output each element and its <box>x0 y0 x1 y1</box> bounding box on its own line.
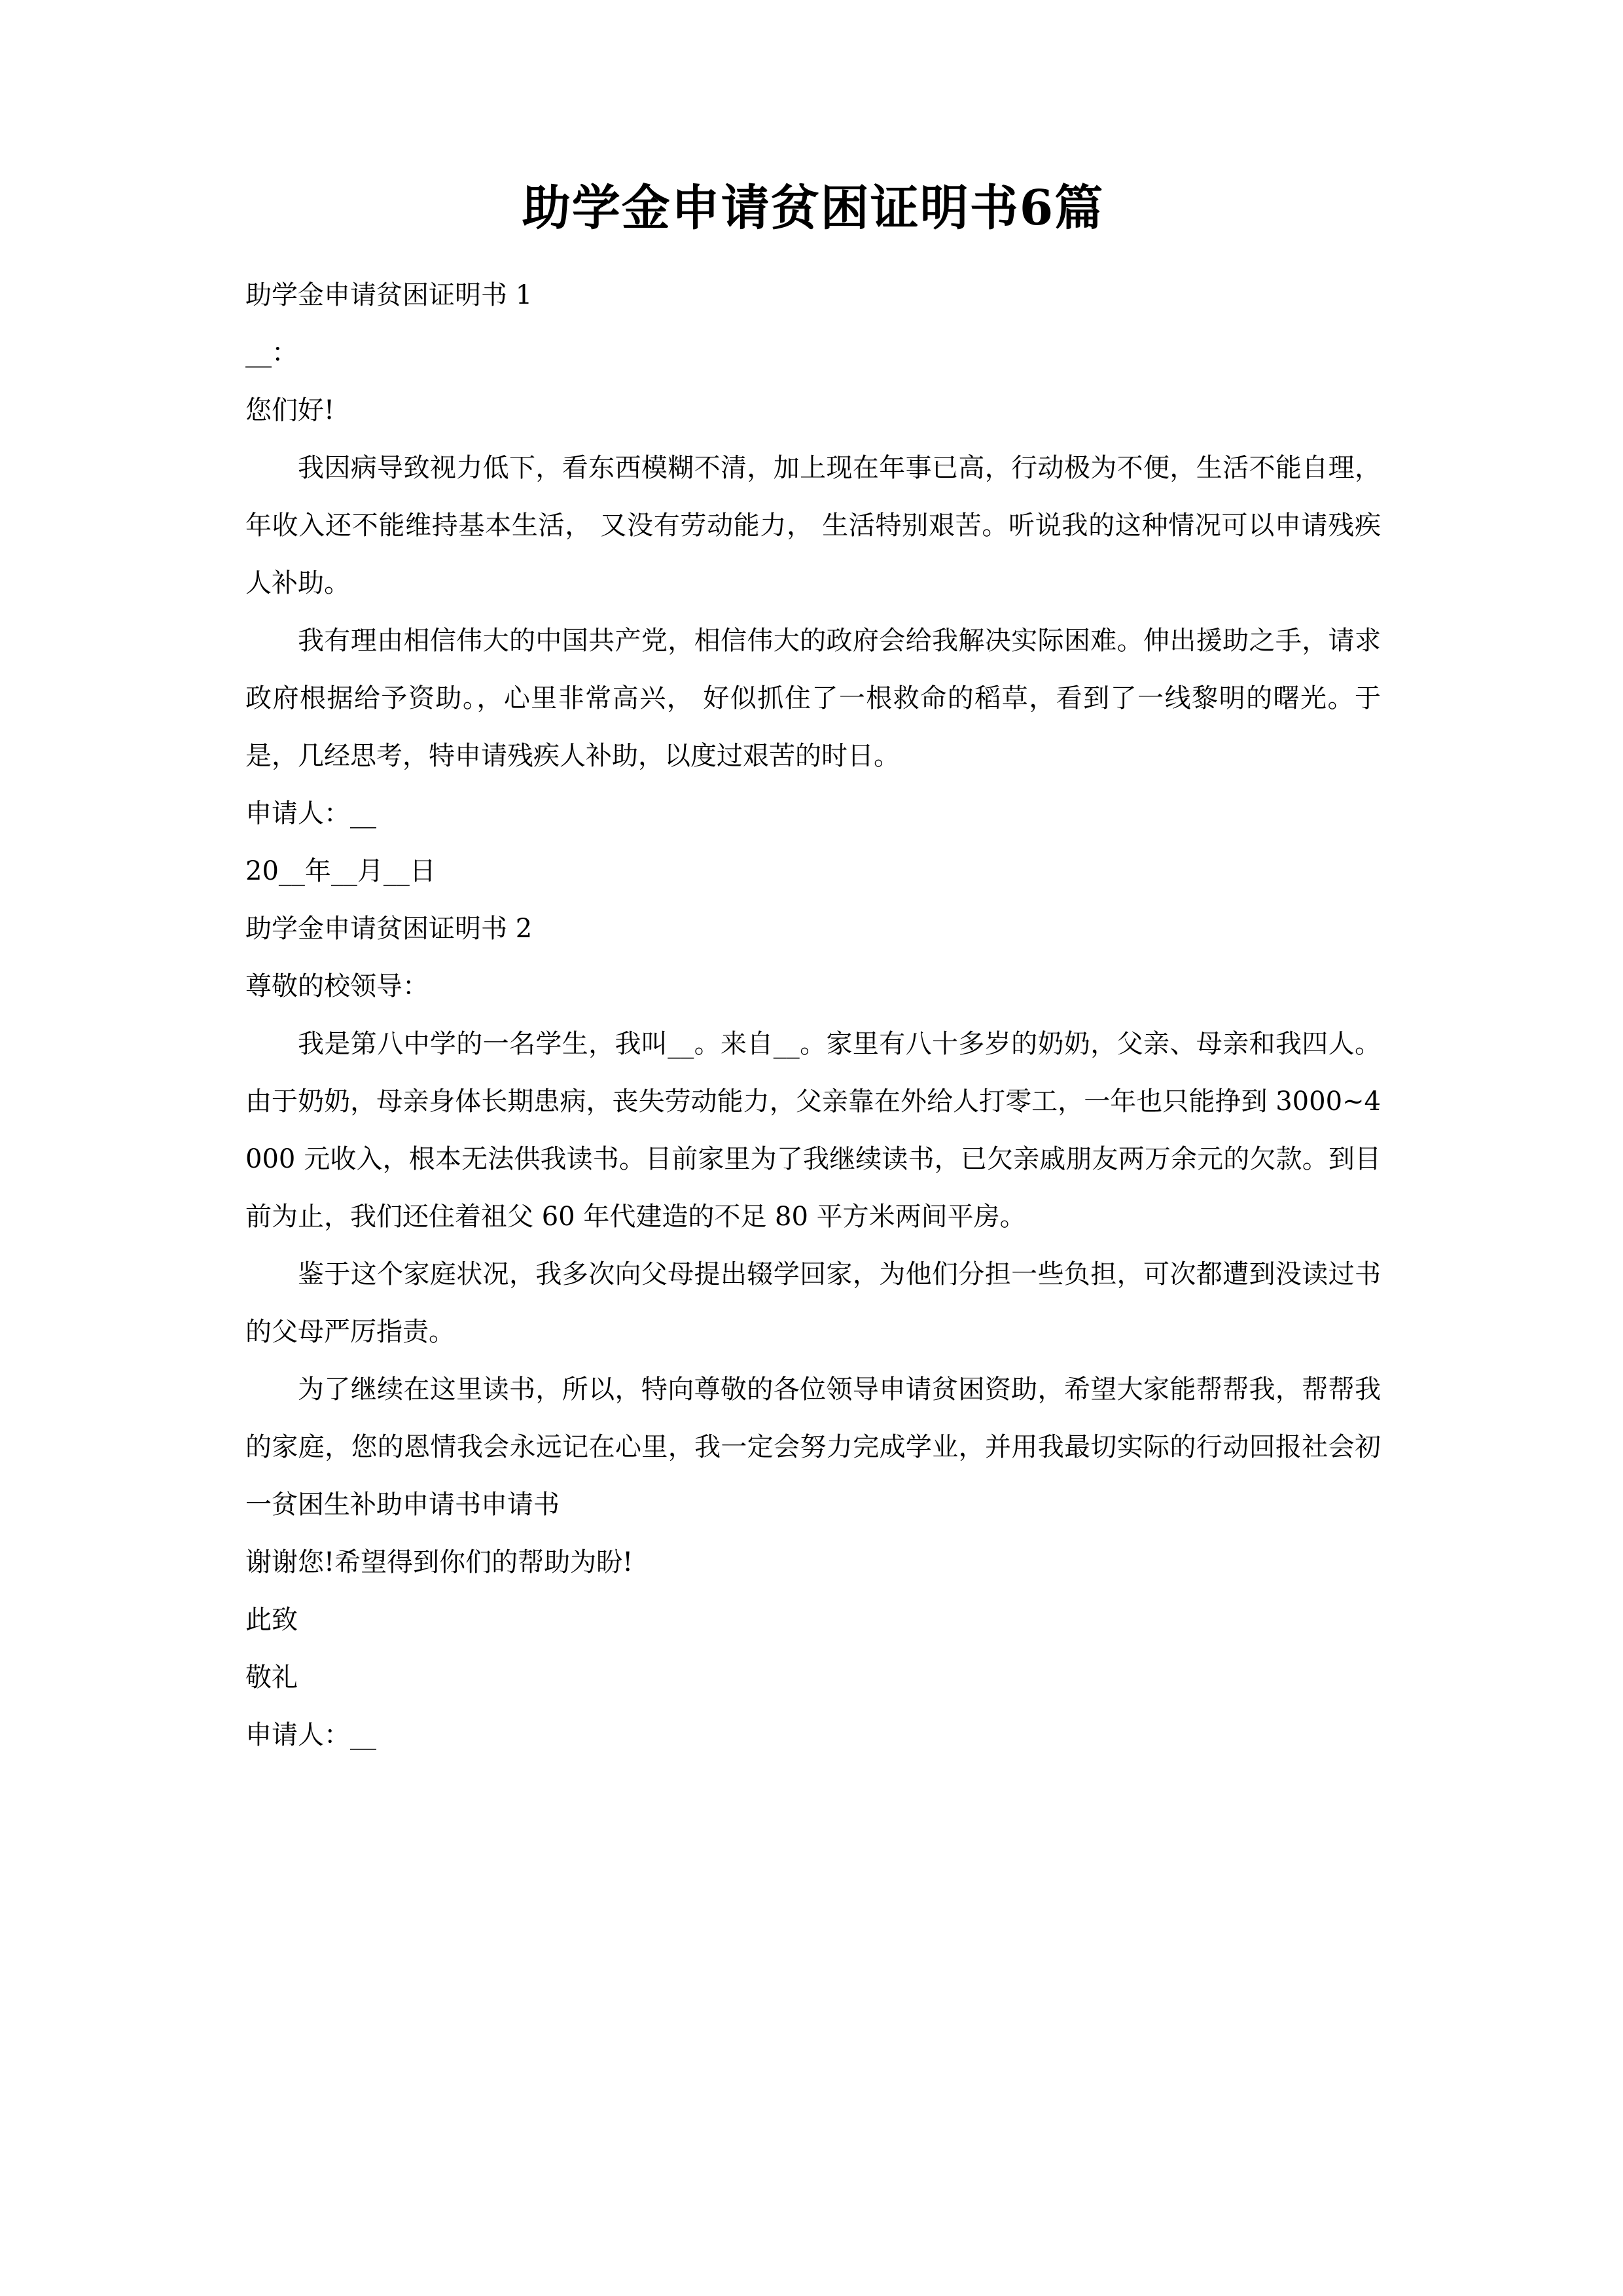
section-2-closing-2: 敬礼 <box>245 1662 298 1693</box>
document-body <box>245 266 1389 1764</box>
section-2-paragraph-2: 鉴于这个家庭状况，我多次向父母提出辍学回家，为他们分担一些负担，可次都遭到没读过书的父母严厉指责。 <box>245 1259 1381 1347</box>
section-2-paragraph-1: 我是第八中学的一名学生，我叫__。来自__。家里有八十多岁的奶奶，父亲、母亲和我四人。由于奶奶，母亲身体长期患病，丧失劳动能力，父亲靠在外给人打零工，一年也只能挣到 3000~4000 元收入，根本无法供我读书。目前家里为了我继续读书，已欠亲戚朋友两万余元的欠款。到目前为止，我们还住着祖父 60 年代建造的不足 80 平方米两间平房。 <box>245 1028 1381 1232</box>
section-2-paragraph-3: 为了继续在这里读书，所以，特向尊敬的各位领导申请贫困资助，希望大家能帮帮我，帮帮我的家庭，您的恩情我会永远记在心里，我一定会努力完成学业，并用我最切实际的行动回报社会初一贫困生补助申请书申请书 <box>245 1374 1381 1520</box>
section-1-paragraph-2: 我有理由相信伟大的中国共产党，相信伟大的政府会给我解决实际困难。伸出援助之手，请求政府根据给予资助。，心里非常高兴， 好似抓住了一根救命的稻草，看到了一线黎明的曙光。于是，几经思考，特申请残疾人补助，以度过艰苦的时日。 <box>245 625 1381 771</box>
title-spacer <box>245 239 1381 266</box>
section-1-greeting: 您们好! <box>245 395 335 425</box>
section-1-date: 20__年__月__日 <box>245 855 436 886</box>
section-1-heading: 助学金申请贫困证明书 1 <box>245 279 533 310</box>
section-2-closing-1: 此致 <box>245 1604 298 1635</box>
section-2-applicant: 申请人：__ <box>245 1719 376 1750</box>
section-2-thanks: 谢谢您!希望得到你们的帮助为盼! <box>245 1547 633 1577</box>
document-content <box>245 0 1389 1764</box>
section-1-applicant: 申请人：__ <box>245 798 376 829</box>
section-2-heading: 助学金申请贫困证明书 2 <box>245 913 533 944</box>
section-2-salutation: 尊敬的校领导： <box>245 971 429 1001</box>
section-1-salutation-blank: __： <box>245 337 298 368</box>
section-1-paragraph-1: 我因病导致视力低下，看东西模糊不清，加上现在年事已高，行动极为不便，生活不能自理， 年收入还不能维持基本生活， 又没有劳动能力， 生活特别艰苦。听说我的这种情况可以申请残疾人补助。 <box>245 452 1389 598</box>
page-title: 助学金申请贫困证明书6篇 <box>522 180 1105 236</box>
